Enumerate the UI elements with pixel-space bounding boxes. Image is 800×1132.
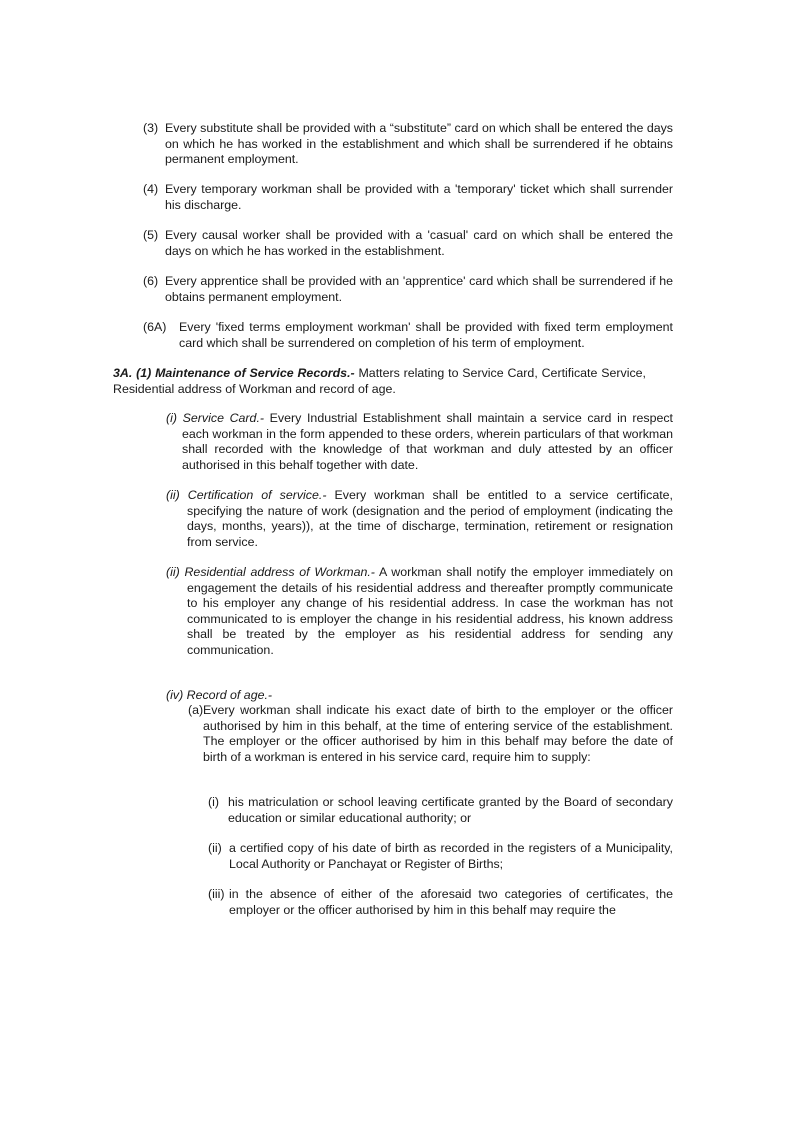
residential-address-title: (ii) Residential address of Workman.- xyxy=(166,565,375,579)
item-number: (a) xyxy=(188,703,204,717)
clause-3 xyxy=(143,121,673,168)
item-number: (i) xyxy=(208,795,220,809)
age-proof-item-1 xyxy=(208,795,673,826)
residential-address-item xyxy=(166,565,673,659)
certification-text: Every workman shall be entitled to a service certificate, specifying the nature of work (designation and the period of employment (indicating the days, months, years)), at the time of discharge, termination, retirement or resignation from service. xyxy=(187,488,673,549)
record-of-age-item xyxy=(166,688,673,704)
service-card-item xyxy=(166,411,673,473)
service-card-title: (i) Service Card.- xyxy=(166,411,265,425)
service-card-text: Every Industrial Establishment shall maintain a service card in respect each workman in the form appended to these orders, wherein particulars of that workman shall recorded with the knowledge of that workman and duly attested by an officer authorised in this behalf together with date. xyxy=(182,411,673,472)
item-number: (ii) xyxy=(208,841,222,855)
clause-number: (6A) xyxy=(143,320,167,334)
clause-number: (5) xyxy=(143,228,159,242)
record-of-age-a xyxy=(188,703,673,765)
certification-title: (ii) Certification of service.- xyxy=(166,488,327,502)
clause-6a xyxy=(143,320,673,351)
clause-6 xyxy=(143,274,673,305)
item-text: in the absence of either of the aforesaid two categories of certificates, the employer or the officer authorised by him in this behalf may require the xyxy=(229,887,673,917)
age-proof-item-3 xyxy=(208,887,673,918)
residential-address-text: A workman shall notify the employer immediately on engagement the details of his residential address and thereafter promptly communicate to his employer any change of his residential address. In case the workman has not communicated to is employer the change in his residential address, his known address shall be treated by the employer as his residential address for sending any communication. xyxy=(187,565,673,657)
section-3a xyxy=(113,366,646,397)
clause-number: (4) xyxy=(143,182,159,196)
clause-text: Every temporary workman shall be provided with a 'temporary' ticket which shall surrender his discharge. xyxy=(165,182,673,212)
record-of-age-title: (iv) Record of age.- xyxy=(166,688,273,702)
clause-number: (3) xyxy=(143,121,159,135)
clause-number: (6) xyxy=(143,274,159,288)
item-text: Every workman shall indicate his exact date of birth to the employer or the officer authorised by him in this behalf, at the time of entering service of the establishment. The employer or the officer authorised by him in this behalf may before the date of birth of a workman is entered in his service card, require him to supply: xyxy=(203,703,673,764)
certification-item xyxy=(166,488,673,550)
item-text: a certified copy of his date of birth as recorded in the registers of a Municipality, Local Authority or Panchayat or Register of Births; xyxy=(229,841,673,871)
clause-5 xyxy=(143,228,673,259)
age-proof-item-2 xyxy=(208,841,673,872)
item-number: (iii) xyxy=(208,887,225,901)
clause-text: Every apprentice shall be provided with an 'apprentice' card which shall be surrendered if he obtains permanent employment. xyxy=(165,274,673,304)
clause-text: Every 'fixed terms employment workman' shall be provided with fixed term employment card which shall be surrendered on completion of his term of employment. xyxy=(179,320,673,350)
clause-text: Every substitute shall be provided with a “substitute” card on which shall be entered the days on which he has worked in the establishment and which shall be surrendered if he obtains permanent employment. xyxy=(165,121,673,167)
section-intro: Matters relating to Service Card, Certificate Service, Residential address of Workman and record of age. xyxy=(113,366,646,396)
section-heading: 3A. (1) Maintenance of Service Records.- xyxy=(113,366,355,380)
clause-4 xyxy=(143,182,673,213)
clause-text: Every causal worker shall be provided with a 'casual' card on which shall be entered the days on which he has worked in the establishment. xyxy=(165,228,673,258)
item-text: his matriculation or school leaving certificate granted by the Board of secondary education or similar educational authority; or xyxy=(228,795,673,825)
